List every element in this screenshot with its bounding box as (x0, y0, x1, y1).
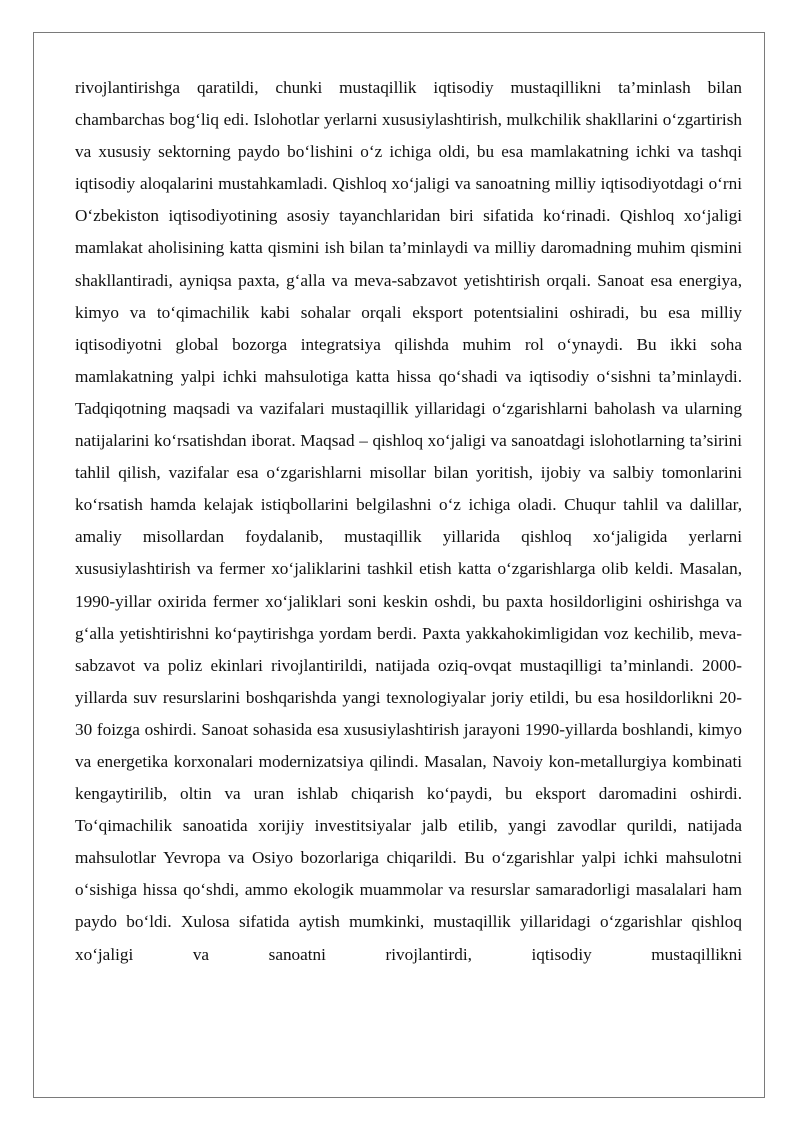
body-paragraph: rivojlantirishga qaratildi, chunki mustaqillik iqtisodiy mustaqillikni ta’minlash bilan chambarchas bog‘liq edi. Islohotlar yerlarni xususiylashtirish, mulkchilik shakllarini o‘zgartirish va xususiy sektorning paydo bo‘lishini o‘z ichiga oldi, bu esa mamlakatning ichki va tashqi iqtisodiy aloqalarini mustahkamladi. Qishloq xo‘jaligi va sanoatning milliy iqtisodiyotdagi o‘rni O‘zbekiston iqtisodiyotining asosiy tayanchlaridan biri sifatida ko‘rinadi. Qishloq xo‘jaligi mamlakat aholisining katta qismini ish bilan ta’minlaydi va milliy daromadning muhim qismini shakllantiradi, ayniqsa paxta, g‘alla va meva-sabzavot yetishtirish orqali. Sanoat esa energiya, kimyo va to‘qimachilik kabi sohalar orqali eksport potentsialini oshiradi, bu esa milliy iqtisodiyotni global bozorga integratsiya qilishda muhim rol o‘ynaydi. Bu ikki soha mamlakatning yalpi ichki mahsulotiga katta hissa qo‘shadi va iqtisodiy o‘sishni ta’minlaydi. Tadqiqotning maqsadi va vazifalari mustaqillik yillaridagi o‘zgarishlarni baholash va ularning natijalarini ko‘rsatishdan iborat. Maqsad – qishloq xo‘jaligi va sanoatdagi islohotlarning ta’sirini tahlil qilish, vazifalar esa o‘zgarishlarni misollar bilan yoritish, ijobiy va salbiy tomonlarini ko‘rsatish hamda kelajak istiqbollarini belgilashni o‘z ichiga oladi. Chuqur tahlil va dalillar, amaliy misollardan foydalanib, mustaqillik yillarida qishloq xo‘jaligida yerlarni xususiylashtirish va fermer xo‘jaliklarini tashkil etish katta o‘zgarishlarga olib keldi. Masalan, 1990-yillar oxirida fermer xo‘jaliklari soni keskin oshdi, bu paxta hosildorligini oshirishga va g‘alla yetishtirishni ko‘paytirishga yordam berdi. Paxta yakkahokimligidan voz kechilib, meva-sabzavot va poliz ekinlari rivojlantirildi, natijada oziq-ovqat mustaqilligi ta’minlandi. 2000-yillarda suv resurslarini boshqarishda yangi texnologiyalar joriy etildi, bu esa hosildorlikni 20-30 foizga oshirdi. Sanoat sohasida esa xususiylashtirish jarayoni 1990-yillarda boshlandi, kimyo va energetika korxonalari modernizatsiya qilindi. Masalan, Navoiy kon-metallurgiya kombinati kengaytirilib, oltin va uran ishlab chiqarish ko‘paydi, bu eksport daromadini oshirdi. To‘qimachilik sanoatida xorijiy investitsiyalar jalb etilib, yangi zavodlar qurildi, natijada mahsulotlar Yevropa va Osiyo bozorlariga chiqarildi. Bu o‘zgarishlar yalpi ichki mahsulotni o‘sishiga hissa qo‘shdi, ammo ekologik muammolar va resurslar samaradorligi masalalari ham paydo bo‘ldi. Xulosa sifatida aytish mumkinki, mustaqillik yillaridagi o‘zgarishlar qishloq xo‘jaligi va sanoatni rivojlantirdi, iqtisodiy mustaqillikni (75, 78, 742, 964)
